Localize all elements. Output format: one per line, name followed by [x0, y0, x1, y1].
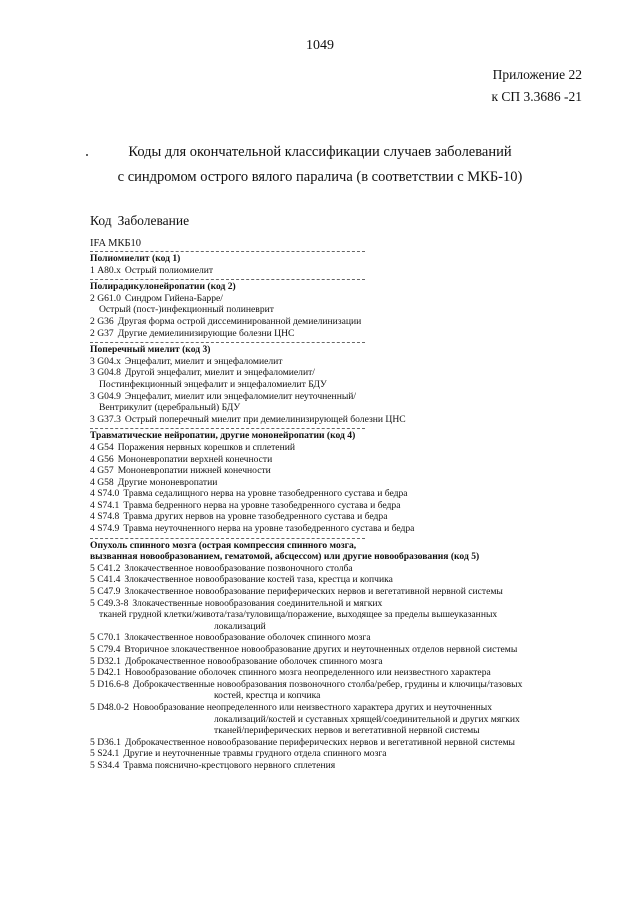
icd-code: 5 С49.3-8	[90, 597, 129, 609]
disease-name-continuation: локализаций	[214, 620, 266, 632]
disease-name: Доброкачественное новообразование оболочек спинного мозга	[124, 655, 383, 667]
code-row	[90, 293, 600, 305]
code-row	[90, 667, 600, 679]
code-row	[90, 760, 600, 772]
disease-name: Злокачественное новообразование позвоночного столба	[124, 562, 353, 574]
code-row	[90, 465, 600, 477]
disease-name-continuation: Вентрикулит (церебральный) БДУ	[99, 402, 241, 414]
code-row	[90, 632, 600, 644]
disease-name: Другая форма острой диссеминированной демиелинизации	[117, 315, 362, 327]
disease-name: Острый полиомиелит	[124, 264, 214, 276]
code-row	[90, 644, 600, 656]
icd-code: 5 D48.0-2	[90, 701, 129, 713]
classification-section	[90, 430, 600, 534]
disease-name: Острый поперечный миелит при демиелинизирующей болезни ЦНС	[124, 413, 406, 425]
icd-code: 3 G04.8	[90, 367, 121, 379]
icd-code: 5 S34.4	[90, 759, 120, 771]
code-row	[90, 367, 600, 379]
section-title: Травматические нейропатии, другие мононейропатии (код 4)	[90, 430, 356, 442]
code-row	[90, 328, 600, 340]
title-line-2: с синдромом острого вялого паралича (в соответствии с МКБ-10)	[117, 169, 523, 185]
classification-section	[90, 281, 600, 339]
section-divider	[90, 251, 365, 252]
icd-code: 4 G58	[90, 476, 114, 488]
disease-name: Другие и неуточненные травмы грудного отдела спинного мозга	[123, 748, 387, 760]
section-title-continuation: вызванная новообразованием, гематомой, абсцессом) или другие новообразования (код 5)	[90, 551, 480, 563]
disease-name: Доброкачественное новообразование периферических нервов и вегетативной нервной системы	[124, 736, 515, 748]
disease-name: Злокачественное новообразование костей таза, крестца и копчика	[124, 574, 393, 586]
classification-section	[90, 253, 600, 276]
icd-code: 1 А80.х	[90, 264, 121, 276]
icd-code: 5 С79.4	[90, 644, 121, 655]
code-row	[90, 477, 600, 489]
title-line-1: Коды для окончательной классификации случаев заболеваний	[128, 144, 512, 160]
appendix-label: Приложение 22	[492, 67, 582, 82]
disease-name-continuation: локализаций/костей и суставных хрящей/соединительной и других мягких	[214, 713, 520, 725]
disease-name: Вторичное злокачественное новообразование других и неуточненных отделов нервной системы	[124, 644, 518, 655]
disease-name: Травма других нервов на уровне тазобедренного сустава и бедра	[123, 511, 388, 523]
table-header	[90, 213, 189, 229]
icd-code: 5 D42.1	[90, 667, 121, 679]
code-row	[90, 702, 600, 714]
disease-name: Травма бедренного нерва на уровне тазобедренного сустава и бедра	[123, 499, 401, 511]
icd-code: 5 С70.1	[90, 632, 121, 644]
code-row	[90, 500, 600, 512]
code-row	[90, 511, 600, 523]
code-row	[90, 265, 600, 277]
disease-name-continuation: Постинфекционный энцефалит и энцефаломиелит БДУ	[99, 378, 327, 390]
classification-section	[90, 344, 600, 425]
disease-name: Новообразование неопределенного или неизвестного характера других и неуточненных	[132, 701, 493, 713]
disease-name-continuation: тканей/периферических нервов и вегетативной нервной системы	[214, 725, 480, 737]
document-title	[0, 140, 640, 190]
classification-system: IFA МКБ10	[90, 238, 142, 249]
code-row	[90, 737, 600, 749]
icd-code: 4 S74.8	[90, 511, 120, 523]
code-row	[90, 356, 600, 368]
disease-name: Синдром Гийена-Барре/	[124, 292, 223, 304]
page-number: 1049	[306, 38, 334, 53]
classification-section	[90, 540, 600, 772]
disease-name-continuation: тканей грудной клетки/живота/таза/туловища/поражение, выходящее за пределы вышеуказанных	[99, 609, 498, 621]
disease-name-continuation: Острый (пост-)инфекционный полиневрит	[99, 304, 274, 316]
header-code: Код	[90, 213, 112, 228]
disease-name: Травма неуточненного нерва на уровне тазобедренного сустава и бедра	[123, 523, 415, 535]
section-title: Опухоль спинного мозга (острая компрессия спинного мозга,	[90, 539, 357, 551]
disease-name: Энцефалит, миелит или энцефаломиелит неуточненный/	[124, 390, 357, 402]
disease-name: Травма пояснично-крестцового нервного сплетения	[123, 759, 336, 771]
code-row	[90, 414, 600, 426]
disease-name: Мононевропатии верхней конечности	[117, 453, 273, 465]
icd-code: 5 D16.6-8	[90, 678, 129, 690]
disease-name: Энцефалит, миелит и энцефаломиелит	[124, 355, 283, 367]
section-title: Полирадикулонейропатии (код 2)	[90, 281, 236, 293]
icd-code: 3 G04.х	[90, 355, 121, 367]
icd-code: 5 S24.1	[90, 748, 120, 760]
icd-code: 3 G37.3	[90, 413, 121, 425]
code-row	[90, 598, 600, 610]
disease-name: Злокачественные новообразования соединительной и мягких	[132, 597, 383, 609]
icd-code: 4 S74.9	[90, 523, 120, 535]
icd-code: 4 G54	[90, 441, 114, 453]
code-row	[90, 563, 600, 575]
code-row	[90, 316, 600, 328]
icd-code: 2 G37	[90, 327, 114, 339]
section-divider	[90, 279, 365, 280]
icd-code: 3 G04.9	[90, 390, 121, 402]
code-row	[90, 442, 600, 454]
disease-name: Мононевропатии нижней конечности	[117, 465, 271, 477]
icd-code: 4 S74.1	[90, 499, 120, 511]
code-row	[90, 586, 600, 598]
icd-code: 5 С47.9	[90, 586, 121, 598]
code-row	[90, 488, 600, 500]
appendix-regulation: к СП 3.3686 -21	[491, 89, 582, 104]
header-disease: Заболевание	[117, 213, 190, 228]
icd-code: 2 G36	[90, 315, 114, 327]
disease-name-continuation: костей, крестца и копчика	[214, 690, 321, 702]
section-divider	[90, 428, 365, 429]
disease-name: Доброкачественные новообразования позвоночного столба/ребер, грудины и ключицы/тазовых	[132, 678, 523, 690]
section-title: Полиомиелит (код 1)	[90, 253, 181, 264]
code-row	[90, 574, 600, 586]
section-title: Поперечный миелит (код 3)	[90, 344, 211, 356]
icd-code: 5 С41.2	[90, 562, 121, 574]
disease-name: Поражения нервных корешков и сплетений	[117, 441, 295, 453]
icd-code: 4 G57	[90, 465, 114, 477]
appendix-reference	[491, 64, 582, 108]
icd-code: 4 G56	[90, 453, 114, 465]
disease-name: Другой энцефалит, миелит и энцефаломиелит/	[124, 367, 315, 379]
disease-name: Злокачественное новообразование оболочек спинного мозга	[124, 632, 371, 644]
disease-name: Другие демиелинизирующие болезни ЦНС	[117, 327, 295, 339]
code-row	[90, 748, 600, 760]
code-list	[90, 248, 600, 773]
icd-code: 4 S74.0	[90, 488, 120, 500]
disease-name: Травма седалищного нерва на уровне тазобедренного сустава и бедра	[123, 488, 408, 500]
section-divider	[90, 342, 365, 343]
icd-code: 5 D32.1	[90, 655, 121, 667]
code-row	[90, 656, 600, 668]
code-row	[90, 679, 600, 691]
disease-name: Злокачественное новообразование периферических нервов и вегетативной нервной системы	[124, 586, 503, 598]
code-row	[90, 454, 600, 466]
disease-name: Новообразование оболочек спинного мозга неопределенного или неизвестного характера	[124, 667, 491, 679]
icd-code: 5 D36.1	[90, 736, 121, 748]
disease-name: Другие мононевропатии	[117, 476, 218, 488]
code-row	[90, 523, 600, 535]
section-divider	[90, 538, 365, 539]
code-row	[90, 391, 600, 403]
icd-code: 2 G61.0	[90, 292, 121, 304]
icd-code: 5 С41.4	[90, 574, 121, 586]
